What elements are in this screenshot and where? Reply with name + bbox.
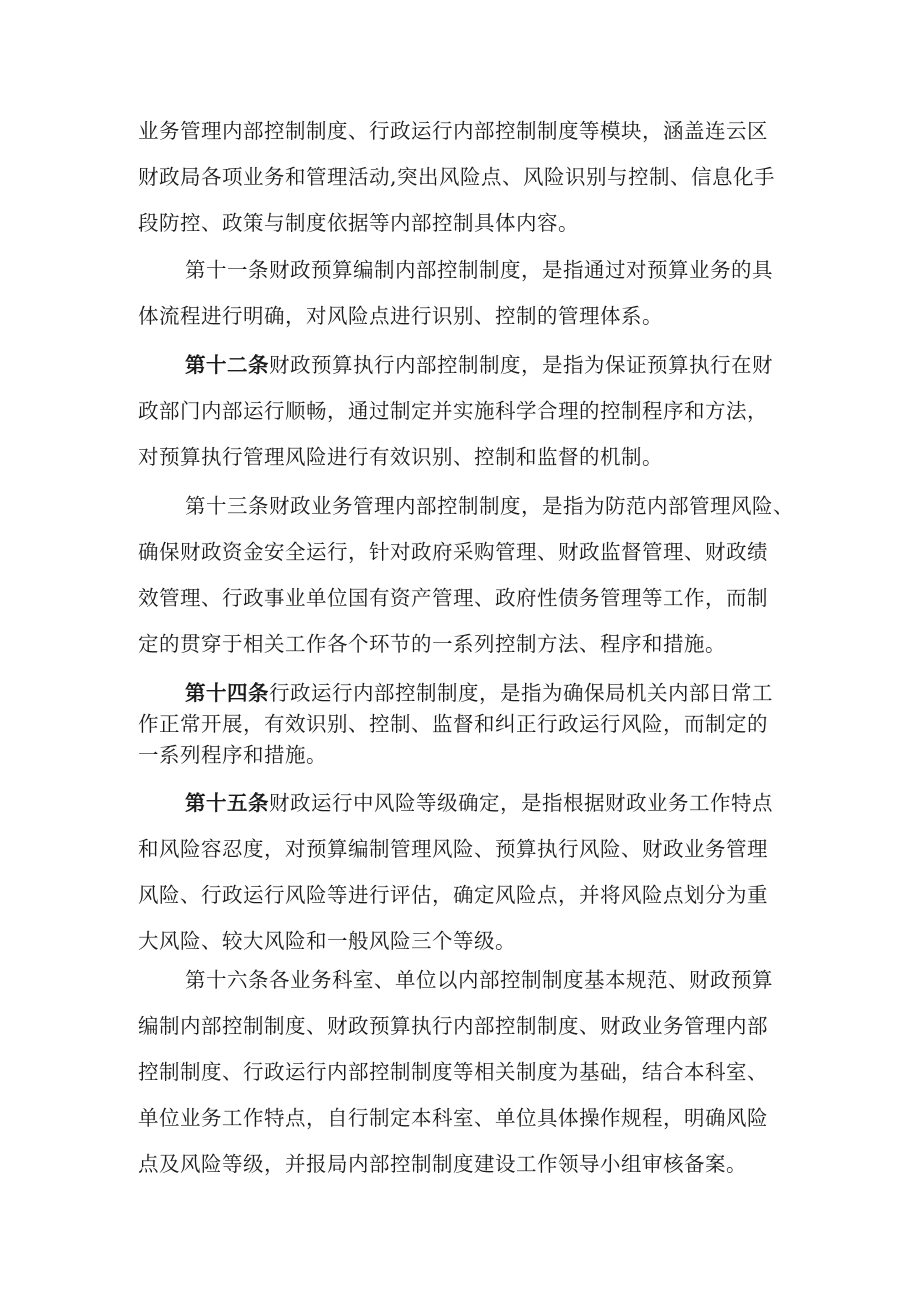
paragraph-continuation: [138, 108, 810, 246]
text-segment: 财政预算执行内部控制制度，是指为保证预算执行在财: [269, 353, 773, 377]
text-line: 控制制度、行政运行内部控制制度等相关制度为基础，结合本科室、: [138, 1060, 768, 1084]
text-line: 段防控、政策与制度依据等内部控制具体内容。: [138, 211, 579, 235]
text-line: 第十一条财政预算编制内部控制制度，是指通过对预算业务的具: [185, 258, 773, 282]
text-line: 体流程进行明确，对风险点进行识别、控制的管理体系。: [138, 304, 663, 328]
paragraph-article-12: [138, 342, 810, 480]
text-line: [138, 678, 810, 709]
paragraph-article-11: [138, 247, 810, 339]
text-line: 单位业务工作特点，自行制定本科室、单位具体操作规程，明确风险: [138, 1106, 768, 1130]
paragraph-article-13: [138, 483, 810, 667]
paragraph-article-15: [138, 780, 810, 964]
text-line: 作正常开展，有效识别、控制、监督和纠正行政运行风险，而制定的: [138, 712, 768, 736]
text-line: 大风险、较大风险和一般风险三个等级。: [138, 929, 516, 953]
paragraph-article-16: [138, 957, 810, 1187]
text-line: 定的贯穿于相关工作各个环节的一系列控制方法、程序和措施。: [138, 632, 726, 656]
article-heading: 第十五条: [185, 791, 269, 815]
article-heading: 第十二条: [185, 353, 269, 377]
text-line: 确保财政资金安全运行，针对政府采购管理、财政监督管理、财政绩: [138, 540, 768, 564]
text-line: 点及风险等级，并报局内部控制制度建设工作领导小组审核备案。: [138, 1152, 747, 1176]
text-line: 风险、行政运行风险等进行评估，确定风险点，并将风险点划分为重: [138, 883, 768, 907]
text-line: [138, 780, 810, 826]
text-segment: 行政运行内部控制制度，是指为确保局机关内部日常工: [269, 681, 773, 705]
article-heading: 第十四条: [185, 681, 269, 705]
text-line: 编制内部控制制度、财政预算执行内部控制制度、财政业务管理内部: [138, 1014, 768, 1038]
text-line: 财政局各项业务和管理活动,突出风险点、风险识别与控制、信息化手: [138, 165, 776, 189]
text-line: 第十六条各业务科室、单位以内部控制制度基本规范、财政预算: [185, 968, 773, 992]
text-line: 政部门内部运行顺畅，通过制定并实施科学合理的控制程序和方法，: [138, 399, 768, 423]
text-line: 和风险容忍度，对预算编制管理风险、预算执行风险、财政业务管理: [138, 837, 768, 861]
text-line: 一系列程序和措施。: [138, 743, 327, 767]
text-line: 对预算执行管理风险进行有效识别、控制和监督的机制。: [138, 445, 663, 469]
text-line: 第十三条财政业务管理内部控制制度，是指为防范内部管理风险、: [185, 494, 794, 518]
text-segment: 财政运行中风险等级确定，是指根据财政业务工作特点: [269, 791, 773, 815]
paragraph-article-14: [138, 678, 810, 771]
text-line: 效管理、行政事业单位国有资产管理、政府性债务管理等工作，而制: [138, 586, 768, 610]
text-line: 业务管理内部控制制度、行政运行内部控制制度等模块，涵盖连云区: [138, 119, 768, 143]
text-line: [138, 342, 810, 388]
